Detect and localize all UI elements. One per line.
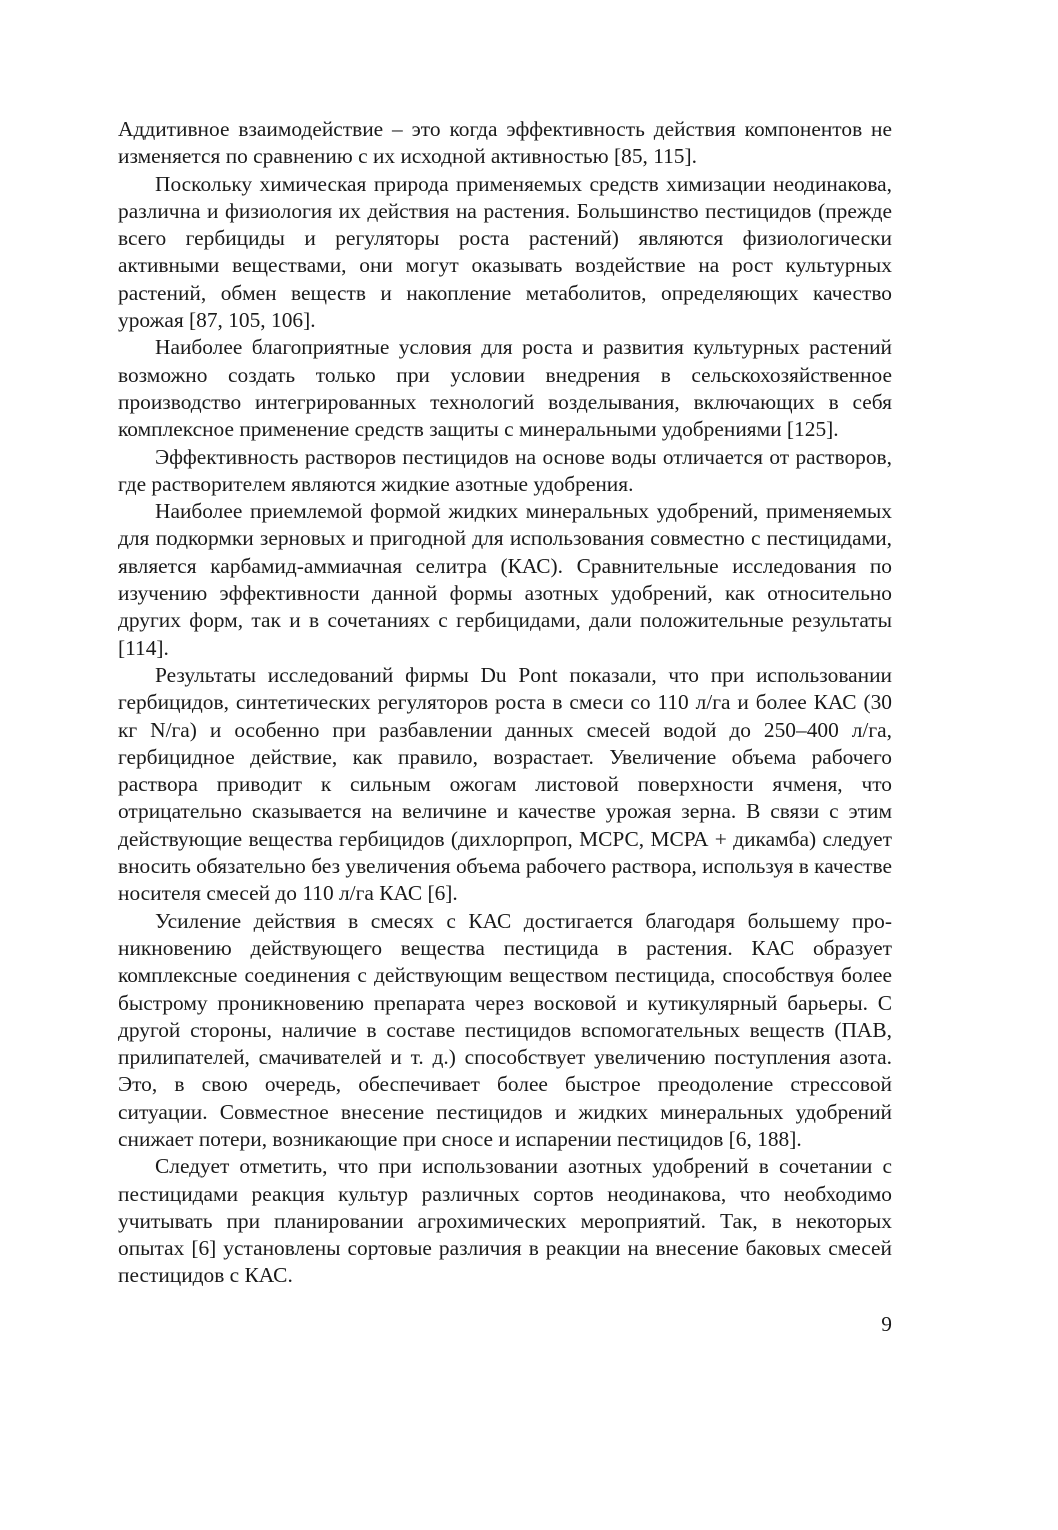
paragraph-chemical-nature: Поскольку химическая природа применяемых средств химизации неодинакова, различна и физиология их действия на растения. Большинство пестицидов (прежде всего гербициды и регуляторы роста растений) являются физиологически активными веществами, они могут оказывать воздействие на рост культурных растений, обмен веществ и накопление метаболитов, определяющих качество урожая [87, 105, 106]. <box>118 171 892 333</box>
paragraph-additive-interaction: Аддитивное взаимодействие – это когда эффективность действия компонентов не изменяется по сравнению с их исходной активностью [85, 115]. <box>118 117 892 169</box>
paragraph-varietal-differences: Следует отметить, что при использовании азотных удобрений в сочетании с пестицидами реакция культур различных сортов неодинакова, что необходимо учитывать при планировании агрохимических мероприятий. Так, в некоторых опытах [6] установлены сортовые различия в реакции на внесение баковых смесей пестицидов с КАС. <box>118 1154 892 1288</box>
paragraph-liquid-fertilizers: Наиболее приемлемой формой жидких минеральных удобрений, применяемых для подкормки зерновых и пригодной для использования совместно с пестицидами, является карбамид-аммиачная селитра (КАС). Сравнительные исследования по изучению эффективности данной формы азотных удобрений, как относительно других форм, так и в сочетаниях с гербицидами, дали положительные результаты [114]. <box>118 499 892 660</box>
document-body <box>118 116 892 1290</box>
paragraph-kas-enhancement: Усиление действия в смесях с КАС достигается благодаря большему проникновению действующего вещества пестицида в растения. КАС образует комплексные соединения с действующим веществом пестицида, способствуя более быстрому проникновению препарата через восковой и кутикулярный барьеры. С другой стороны, наличие в составе пестицидов вспомогательных веществ (ПАВ, прилипателей, смачивателей и т. д.) способствует увеличению поступления азота. Это, в свою очередь, обеспечивает более быстрое преодоление стрессовой ситуации. Совместное внесение пестицидов и жидких минеральных удобрений снижает потери, возникающие при сносе и испарении пестицидов [6, 188]. <box>118 908 892 1151</box>
paragraph-du-pont-results: Результаты исследований фирмы Du Pont показали, что при использовании гербицидов, синтетических регуляторов роста в смеси со 110 л/га и более КАС (30 кг N/га) и особенно при разбавлении данных смесей водой до 250–400 л/га, гербицидное действие, как правило, возрастает. Увеличение объема рабочего раствора приводит к сильным ожогам листовой поверхности ячменя, что отрицательно сказывается на величине и качестве урожая зерна. В связи с этим действующие вещества гербицидов (дихлорпроп, МСРС, МСРА + дикамба) следует вносить обязательно без увеличения объема рабочего раствора, используя в качестве носителя смесей до 110 л/га КАС [6]. <box>118 662 892 906</box>
paragraph-favorable-conditions: Наиболее благоприятные условия для роста и развития культурных растений возможно создать только при условии внедрения в сельскохозяйственное производство интегрированных технологий возделывания, включающих в себя комплексное применение средств защиты с минеральными удобрениями [125]. <box>118 335 892 442</box>
paragraph-solution-efficiency: Эффективность растворов пестицидов на основе воды отличается от растворов, где растворителем являются жидкие азотные удобрения. <box>118 444 892 496</box>
page-number: 9 <box>881 1312 892 1336</box>
